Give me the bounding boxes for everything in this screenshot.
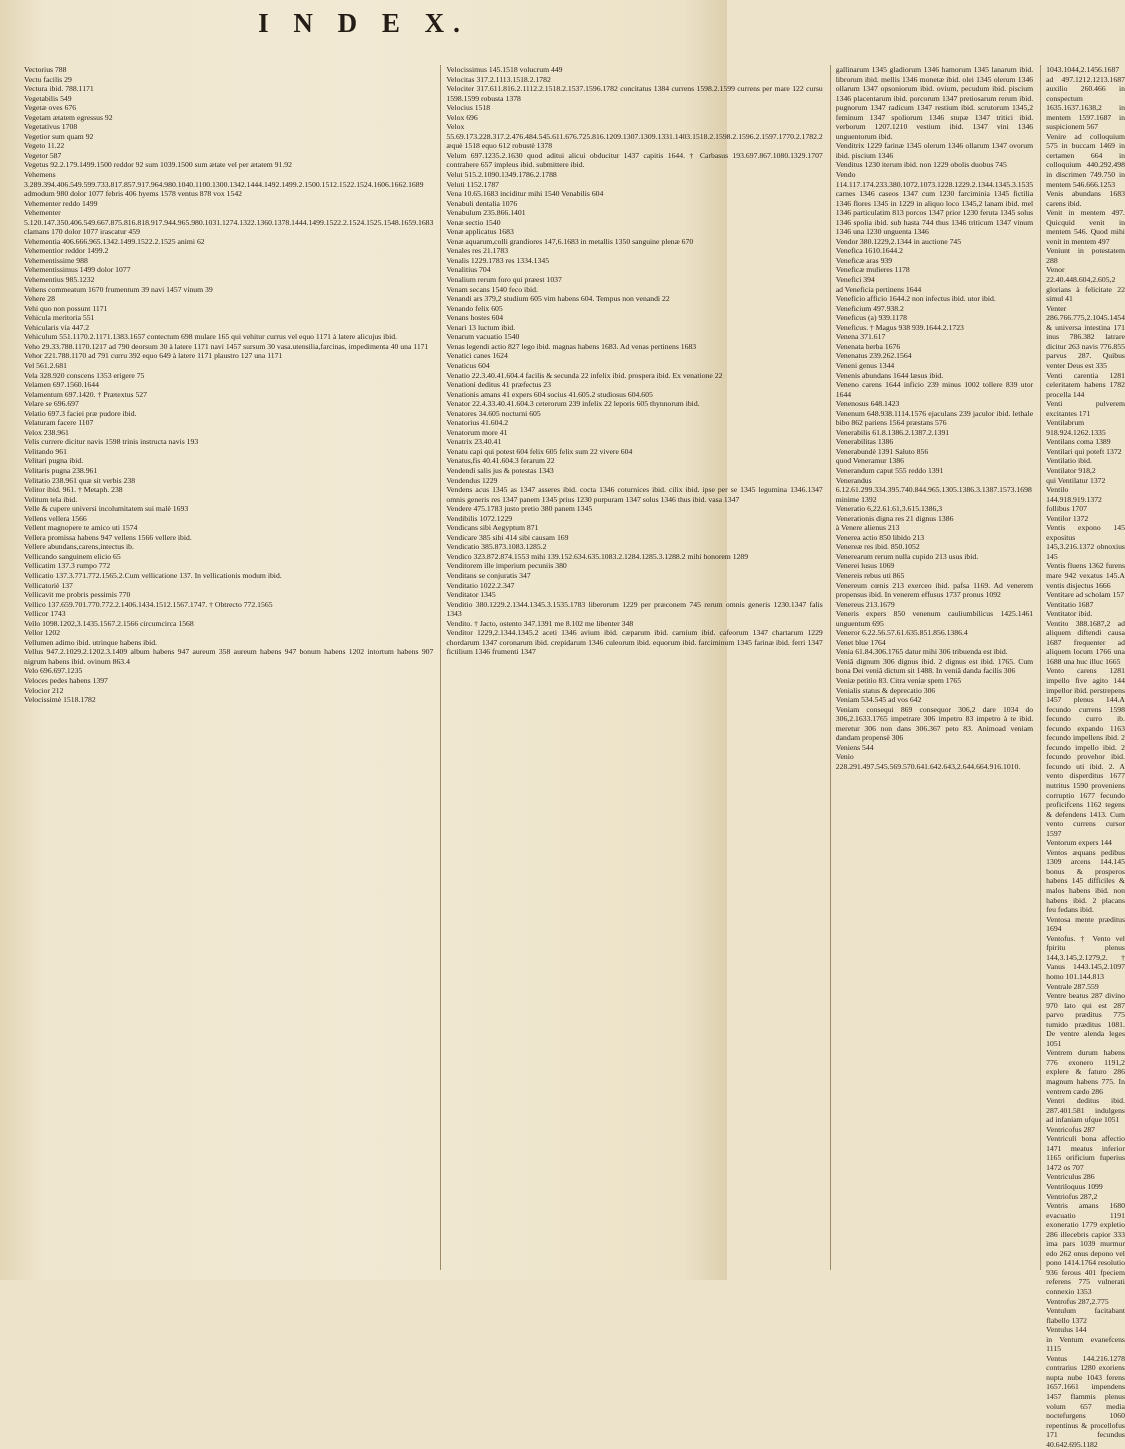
index-entry: Veniæ petitio 83. Citra veniæ spem 1765: [835, 676, 962, 685]
index-entry: Ventilans coma 1389: [1046, 437, 1111, 447]
index-entry: Venena 371.617: [835, 332, 886, 342]
index-entry: Velocissimè 1518.1782: [24, 695, 96, 705]
index-entry: Vegetativus 1708: [24, 122, 78, 132]
index-entry: Ventilo 144.918.919.1372 follibus 1707: [1046, 485, 1102, 514]
index-entry: Venerabilis 61.8.1386.2.1387.2.1391: [835, 427, 950, 437]
index-entry: Ventrem durum habens 776 exonero 1191,2 explere & faturo 286 magnum habens 775. In ventrem cædo 286: [1046, 1048, 1125, 1096]
index-entry: Velitari pugna ibid.: [24, 456, 84, 466]
index-entry: Ventilabrum 918.924.1262.1335: [1046, 418, 1106, 437]
index-entry: Ventri deditus ibid. 287.401.581 indulgens ad infaniam ufque 1051: [1046, 1096, 1125, 1125]
index-entry: Vectura ibid. 788.1171: [24, 84, 94, 94]
index-entry: Ventulum facitabant flabello 1372: [1046, 1306, 1125, 1325]
index-entry: Vendico 323.872.874.1553 mihi 139.152.634.635.1083.2.1284.1285.3.1288.2 mihi honorem 1289: [446, 551, 749, 561]
index-entry: Venarum vacuatio 1540: [446, 332, 520, 342]
index-entry: Venditrix 1229 farinæ 1345 olerum 1346 ollarum 1347 ovorum ibid. piscium 1346: [835, 141, 1034, 160]
index-entry: Veniens 544: [835, 742, 874, 752]
index-column-4: [1040, 65, 1125, 1449]
index-entry: Veneficio afficio 1644.2 non infectus ibid. utor ibid.: [835, 294, 996, 304]
index-entry: Veneficus. † Magus 938 939.1644.2.1723: [835, 322, 964, 332]
index-entry: Venæ sectio 1540: [446, 217, 501, 227]
index-entry: Veneficus (a) 939.1178: [835, 313, 907, 323]
index-entry: Venando felix 605: [446, 303, 503, 313]
index-entry: Velitando 961: [24, 446, 67, 456]
index-entry: Velox 55.69.173.228.317.2.476.484.545.611.676.725.816.1209.1307.1309.1331.1403.1518.2.1598.2.1596.2.1597.1770.2.1782.2 æquè 1518 equo 612 robustè 1378: [446, 122, 823, 151]
index-entry: Velocissimus 145.1518 volucrum 449: [446, 65, 563, 74]
index-entry: Ventrofus 287,2.775: [1046, 1296, 1109, 1306]
index-entry: Venditor 1229,2.1344.1345.2 aceti 1346 avium ibid. cæparum ibid. carnium ibid. cafeorum 1347 chartarum 1229 chordarum 1347 coronarum ibid. crepidarum 1346 culeorum ibid. equorum ibid. farciminum 1345 farinæ ibid. ferri 1347 fictilium 1346 frumenti 1347: [446, 628, 823, 657]
index-entry: Veho 29.33.788.1170.1217 ad 790 deorsum 30 à latere 1171 navi 1457 sursum 30 vasa.utensilia,farcinas, impedimenta 40 una 1171: [24, 341, 429, 351]
index-entry: Ventis expono 145 expositus 145,3.216.1372 obnoxius 145: [1046, 523, 1125, 561]
index-entry: Vellicatoriè 137: [24, 580, 73, 590]
index-entry: Veniam 534.545 ad vos 642: [835, 695, 922, 705]
index-entry: Veneris expers 850 venenum cauliumbilicus 1425.1461 unguentum 695: [835, 609, 1034, 628]
index-entry: Venationis amans 41 expers 604 socius 41.605.2 studiosus 604.605: [446, 389, 653, 399]
index-entry: Venit in mentem 497. Quicquid venit in mentem 546. Quod mihi venit in mentem 497: [1046, 208, 1125, 246]
index-entry: Velamentum 697.1420. † Prætextus 527: [24, 389, 147, 399]
index-entry: Venalium rerum foro qui præest 1037: [446, 275, 562, 285]
index-entry: Veneratio 6,22.61.61,3.615.1386,3: [835, 504, 943, 514]
index-entry: Venialis status & deprecatio 306: [835, 685, 936, 695]
index-entry: Veniâ dignum 306 dignus ibid. 2 dignus est ibid. 1765. Cum bona Dei veniâ dictum sit 1488. In veniâ danda facilis 306: [835, 656, 1034, 676]
index-entry: Veneror 6.22.56.57.61.635.851.856.1386.4: [835, 628, 968, 638]
index-entry: Vegeto 11.22: [24, 141, 65, 151]
index-entry: Vela 328.920 conscens 1353 erigere 75: [24, 370, 145, 380]
index-entry: Vendicare 385 sibi 414 sibi causam 169: [446, 532, 569, 542]
index-entry: Velox 238.961: [24, 427, 69, 437]
index-entry: Vellus 947.2.1029.2.1202.3.1409 album habens 947 aureum 358 aureum habens 947 bonum habens 1202 intortum habens 907 nigrum habens ibid. ovinum 863.4: [24, 647, 434, 666]
index-entry: Ventosa mente præditus 1694: [1046, 914, 1125, 934]
index-entry: Venerabilitas 1386: [835, 437, 894, 447]
index-entry: Venaticus 604: [446, 360, 490, 370]
index-entry: Vellicavit me probris pessimis 770: [24, 590, 131, 600]
index-entry: Vendendi salis jus & potestas 1343: [446, 465, 554, 475]
page-title: I N D E X.: [258, 8, 469, 38]
index-entry: Ventos æquans pedibus 1309 arcens 144.145 bonus & prosperos habens 145 difficiles & malos habens ibid. non habens ibid. 2 placans feu fedans ibid.: [1046, 847, 1125, 915]
index-entry: Ventus 144.216.1278 contrarius 1280 exoriens nupta nube 1043 ferens 1657.1661 impendens 1457 flammis plenus volum 657 media noctefurgens 1060 repentinus & procellofus 171 fecundus 40.642.695.1182: [1046, 1353, 1125, 1449]
index-entry: Ventorum expers 144: [1046, 838, 1112, 848]
index-entry: Vento carens 1281 impello five agito 144 impellor ibid. perstrepens 1457 plenus 144.A fecundo currens 1598 fecundo curro ib. fecundo expando 1163 fecundo impellens ibid. 2 fecundo impello ibid. 2 fecundo provehor ibid. fecundo uti ibid. 2. A vento disperditus 1677 nutritus 1590 proveniens corruptio 1677 fecundo proficifcens 1162 tegens & defendens 1413. Cum vento currens cursor 1597: [1046, 666, 1125, 838]
index-entry: Vehicula meritoria 551: [24, 313, 95, 323]
index-entry: Venti carentia 1281 celeritatem habens 1782 procella 144: [1046, 370, 1125, 399]
index-entry: Ventris amans 1680 evacuatio 1191 exoneratio 1779 expletio 286 illecebris capior 333 ima pars 1039 murmur edo 262 onus depono vel pono 1414.1764 resolutio 936 ferous 401 fpeciem referens 775 vulnerati connexio 1353: [1046, 1201, 1125, 1296]
index-entry: ad Veneficia pertinens 1644: [835, 284, 922, 294]
index-entry: Venerei lusus 1069: [835, 561, 895, 571]
index-entry: Vendicatio 385.873.1083.1285.2: [446, 542, 547, 552]
index-entry: Ventriculi bona affectio 1471 meatus inferior 1165 orificium fuperius 1472 os 707: [1046, 1134, 1125, 1172]
index-entry: Vehor 221.788.1170 ad 791 curru 392 equo 649 à latere 1171 plaustro 127 una 1171: [24, 351, 283, 361]
index-column-3: [830, 65, 1033, 1270]
index-entry: Venales res 21.1783: [446, 246, 509, 256]
index-entry: Vehere 28: [24, 294, 55, 304]
index-entry: Velare se 696.697: [24, 399, 79, 409]
index-entry: Venis abundans 1683 carens ibid.: [1046, 189, 1125, 208]
index-entry: Venandi ars 379,2 studium 605 vim habens 604. Tempus non venandi 22: [446, 294, 670, 304]
index-entry: Vectu facilis 29: [24, 74, 72, 84]
index-entry: Velamen 697.1560.1644: [24, 380, 99, 390]
index-entry: Vehementior reddor 1499.2: [24, 246, 109, 256]
index-entry: Venatu capi qui potest 604 felix 605 felix sum 22 vivere 604: [446, 446, 633, 456]
index-entry: Veneni genus 1344: [835, 360, 895, 370]
index-entry: Vendere 475.1783 justo pretio 380 panem 1345: [446, 504, 593, 514]
index-entry: gallinarum 1345 gladiorum 1346 hamorum 1345 lanarum ibid. librorum ibid. mellis 1346 monetæ ibid. olei 1345 olerum 1346 ollarum 1347 opsoniorum ibid. ovium, pecudum ibid. piscium 1346 placentarum ibid. porcorum 1347 pretiosarum rerum ibid. pugnorum 1347 radicum 1347 restium ibid. scrutorum 1345,2 feminum 1347 spoliorum 1346 stupæ 1347 tritici ibid. verborum 1207.1210 vestium ibid. 1347 vini 1346 unguentorum ibid.: [835, 65, 1034, 141]
index-entry: Ventilator 918,2: [1046, 465, 1096, 475]
index-entry: Venditatio 1022.2.347: [446, 580, 515, 590]
index-entry: Velo 696.697.1235: [24, 666, 83, 676]
index-entry: Velaturam facere 1107: [24, 418, 94, 428]
index-entry: Venereæ res ibid. 850.1052: [835, 542, 920, 552]
index-entry: Vegetior sum quam 92: [24, 131, 94, 141]
index-entry: Ventulus 144: [1046, 1325, 1087, 1335]
index-entry: Vello 1098.1202,3.1435.1567.2.1566 circumcirca 1568: [24, 618, 194, 628]
index-entry: Veniam consequi 869 consequor 306,2 dare 1034 do 306,2.1633.1765 impetrare 306 impetro 83 impetro à te ibid. meretur 306 non dans 306.367 peto 83. Animoad veniam dandam propensè 306: [835, 704, 1034, 743]
index-entry: Venerationis digna res 21 dignus 1386: [835, 513, 954, 523]
index-entry: Venalitius 704: [446, 265, 491, 275]
index-entry: Venerandus 6.12.61.299.334.395.740.844.965.1305.1386.3.1387.1573.1698 minime 1392: [835, 475, 1032, 504]
index-entry: Velatio 697.3 faciei præ pudore ibid.: [24, 408, 137, 418]
index-entry: Vendo 114.117.174.233.380.1072.1073.1228.1229.2.1344.1345.3.1535 carnes 1346 caseos 1347 cum 1230 farciminia 1345 fictilia 1346 flores 1345 in 1229 in aliquo loco 1345,2 lanam ibid. mel 1346 particulatim 813 porcos 1347 prior 1230 feruta 1345 solus 1346 spolia ibid. sub hasta 744 thus 1346 triticum 1347 vinum 1346 una 1230 unguenta 1346: [835, 170, 1034, 237]
index-entry: Vehementer reddo 1499: [24, 198, 98, 208]
index-entry: Ventilari qui poteft 1372: [1046, 446, 1122, 456]
index-entry: Venio 228.291.497.545.569.570.641.642.643,2.644.664.916.1010.: [835, 752, 1021, 771]
index-entry: Venereis rebus uti 865: [835, 570, 905, 580]
index-entry: Vehens commeatum 1670 frumentum 39 navi 1457 vinum 39: [24, 284, 213, 294]
index-entry: Velociter 317.611.816.2.1112.2.1518.2.1537.1596.1782 concitatus 1384 currens 1598.2.1599 currens per mare 122 cursu 1598.1599 robusta 1378: [446, 84, 823, 103]
index-entry: Vehementia 406.666.965.1342.1499.1522.2.1525 animi 62: [24, 236, 205, 246]
index-entry: Vellumen adimo ibid. utrinque habens ibid.: [24, 637, 158, 647]
index-entry: Venerabundè 1391 Saluto 856: [835, 446, 929, 456]
index-entry: Venatio 22.3.40.41.604.4 facilis & secunda 22 infelix ibid. prospera ibid. Ex venatione 22: [446, 370, 723, 380]
index-entry: Vellicatim 137.3 rumpo 772: [24, 561, 111, 571]
index-entry: Venans hostes 604: [446, 313, 504, 323]
index-entry: Vehementissimus 1499 dolor 1077: [24, 265, 131, 275]
index-entry: Venditus 1230 iterum ibid. non 1229 obolis duobus 745: [835, 160, 1007, 170]
index-entry: Veluti 1152.1787: [446, 179, 500, 189]
index-entry: Vendendus 1229: [446, 475, 498, 485]
index-entry: Venet blue 1764: [835, 637, 886, 647]
index-entry: Venatus,fis 40.41.604.3 ferarum 22: [446, 456, 555, 466]
index-entry: Vendor 380.1229,2.1344 in auctione 745: [835, 236, 962, 246]
index-entry: Ventitare ad scholam 157: [1046, 590, 1125, 600]
index-entry: Ventriloquus 1099: [1046, 1181, 1103, 1191]
index-entry: Veneficæ mulieres 1178: [835, 265, 910, 275]
index-entry: quod Veneramur 1386: [835, 456, 904, 466]
index-entry: Venditator 1345: [446, 590, 496, 600]
index-entry: Venabulum 235.866.1401: [446, 208, 526, 218]
index-entry: Venefici 394: [835, 275, 875, 285]
index-entry: Venator 22.4.33.40.41.604.3 ceterorum 239 infelix 22 leporis 605 thynnorum ibid.: [446, 399, 700, 409]
index-entry: Vena 10.65.1683 inciditur mihi 1540 Venabilis 604: [446, 189, 604, 199]
index-entry: Venerea actio 850 libido 213: [835, 532, 925, 542]
index-entry: Vehementissime 988: [24, 255, 88, 265]
index-entry: Vehiculum 551.1170.2.1171.1383.1657 contectum 698 mulare 165 qui vehitur currus vel equo 1171 à latere alicujus ibid.: [24, 332, 397, 342]
index-entry: Velle & cupere universi incolumitatem sui malè 1693: [24, 504, 189, 514]
index-entry: Venenatus 239.262.1564: [835, 351, 912, 361]
index-entry: Vehementius 985.1232: [24, 275, 95, 285]
index-entry: Vendito. † Jacto, ostento 347.1391 me 8.102 me libenter 348: [446, 618, 634, 628]
index-entry: Venatorum more 41: [446, 427, 508, 437]
index-entry: Velitaris pugna 238.961: [24, 465, 98, 475]
index-entry: Vendens acus 1345 as 1347 asseres ibid. cocta 1346 coturnices ibid. cilix ibid. ipse per se 1345 legumina 1346.1347 omnis generis res 1347 panem 1345 prius 1230 purpuram 1347 solus 1346 thus ibid. vasa 1347: [446, 485, 823, 504]
index-entry: Velox 696: [446, 112, 478, 122]
index-entry: Venenosus 648.1423: [835, 399, 900, 409]
index-entry: Ventitator ibid.: [1046, 609, 1093, 619]
index-entry: Velocius 1518: [446, 103, 491, 113]
index-entry: Ventrale 287.559: [1046, 981, 1099, 991]
index-entry: Vellor 1202: [24, 628, 61, 638]
index-entry: qui Ventilatur 1372: [1046, 475, 1106, 485]
index-entry: Vectorius 788: [24, 65, 67, 74]
index-entry: Vellicor 1743: [24, 609, 66, 619]
index-entry: Venatorius 41.604.2: [446, 418, 509, 428]
index-entry: Venefica 1610.1644.2: [835, 246, 904, 256]
index-entry: Venatores 34.605 nocturni 605: [446, 408, 541, 418]
index-entry: Venerearum rerum nulla cupido 213 usus ibid.: [835, 551, 979, 561]
index-entry: Ventriofus 287,2: [1046, 1191, 1098, 1201]
index-entry: Veneficæ aras 939: [835, 255, 893, 265]
index-entry: Venenum 648.938.1114.1576 ejaculans 239 jaculor ibid. lethale bibo 862 pariens 1564 præstans 576: [835, 408, 1034, 428]
index-entry: Venereus 213.1679: [835, 599, 895, 609]
index-entry: Venabuli dentalia 1076: [446, 198, 518, 208]
index-entry: Ventofus. † Vento vel fpiritu plenus 144,3.145,2.1279,2. † Vanus 1443.145,2.1097 homo 101.144.813: [1046, 933, 1125, 981]
index-entry: Venæ applicatus 1683: [446, 227, 514, 237]
index-entry: Venor 22.40.448.604,2.605,2 glorians à felicitate 22 simul 41: [1046, 265, 1125, 304]
index-entry: Vehemens 3.289.394.406.549.599.733.817.857.917.964.980.1040.1100.1300.1342.1444.1492.1499.2.1500.1512.1522.1524.1606.1662.1689 admodum 980 dolor 1077 febris 406 hyems 1578 ventus 878 vox 1542: [24, 170, 424, 199]
index-entry: Ventricofus 287: [1046, 1124, 1096, 1134]
index-entry: Venereum cœnis 213 exerceo ibid. pafsa 1169. Ad venerem propensus ibid. In venerem effusus 1737 pronus 1092: [835, 580, 1034, 600]
index-entry: Veneno carens 1644 inficio 239 minus 1002 tollere 839 utor 1644: [835, 380, 1034, 399]
index-entry: Venia 61.84.306.1765 datur mihi 306 tribuenda est ibid.: [835, 647, 1008, 657]
index-entry: Vendicans sibi Aegyptum 871: [446, 523, 539, 533]
index-entry: Ventre beatus 287 divino 970 lato qui est 287 parvo præditus 775 tumido præditus 1081. De ventre alenda leges 1051: [1046, 991, 1125, 1048]
index-entry: Ventis fluens 1362 furens mare 942 vexatus 145.A ventis disjectus 1666: [1046, 561, 1125, 590]
index-entry: Veniunt in potestatem 288: [1046, 246, 1125, 265]
index-entry: in Ventum evanefcens 1115: [1046, 1334, 1125, 1354]
index-entry: Ventito 388.1687,2 ad aliquem diftendi causa 1687 frequenter ad aliquem locum 1766 una 1688 una huc illuc 1665: [1046, 618, 1125, 666]
index-entry: Venas legendi actio 827 lego ibid. magnas habens 1683. Ad venas pertinens 1683: [446, 341, 697, 351]
index-entry: Venerandum caput 555 reddo 1391: [835, 465, 944, 475]
index-entry: Venditio 380.1229.2.1344.1345.3.1535.1783 liberorum 1229 per præconem 745 rerum omnis generis 1230.1347 falis 1343: [446, 599, 823, 619]
index-entry: Vegetæ oves 676: [24, 103, 77, 113]
index-entry: Vehi quo non possunt 1171: [24, 303, 108, 313]
index-entry: Venenis abundans 1644 læsus ibid.: [835, 370, 944, 380]
index-entry: Venenata herba 1676: [835, 341, 901, 351]
index-entry: Velocitas 317.2.1113.1518.2.1782: [446, 74, 551, 84]
index-entry: Ventilatio ibid.: [1046, 456, 1092, 466]
index-columns: [24, 65, 1125, 1449]
index-entry: Veloces pedes habens 1397: [24, 676, 108, 685]
index-entry: Vellent magnopere te amico uti 1574: [24, 523, 138, 533]
index-entry: à Venere alienus 213: [835, 523, 900, 533]
index-entry: Velis currere dicitur navis 1598 trinis instructa navis 193: [24, 437, 199, 447]
index-entry: Vegetus 92.2.179.1499.1500 reddor 92 sum 1039.1500 sum ætate vel per ætatem 91.92: [24, 160, 292, 170]
index-entry: Vendibilis 1072.1229: [446, 513, 513, 523]
index-entry: Vellere abundans,carens,intectus ib.: [24, 542, 134, 552]
index-entry: Velut 515.2.1090.1349.1786.2.1788: [446, 170, 557, 180]
index-entry: Vellicatio 137.3.771.772.1565.2.Cum vellicatione 137. In vellicationis modum ibid.: [24, 570, 282, 580]
index-entry: Venti pulverem excitantes 171: [1046, 399, 1125, 418]
index-entry: Vegetabilis 549: [24, 93, 72, 103]
index-column-2: [440, 65, 822, 1270]
index-entry: Venditans se conjuratis 347: [446, 570, 531, 580]
index-entry: Ventriculus 286: [1046, 1172, 1095, 1182]
index-entry: Vehementer 5.120.147.350.406.549.667.875.816.818.917.944.965.980.1031.1274.1322.1360.1378.1444.1499.1522.2.1524.1525.1548.1659.1683 clamans 170 dolor 1077 irascatur 459: [24, 208, 434, 237]
index-entry: Venatici canes 1624: [446, 351, 508, 361]
index-entry: Vel 561.2.681: [24, 360, 67, 370]
index-entry: Vellera promissa habens 947 vellens 1566 vellere ibid.: [24, 532, 192, 542]
index-entry: Ventitatio 1687: [1046, 599, 1094, 609]
index-entry: Velocior 212: [24, 685, 64, 695]
index-entry: Veneficium 497.938.2: [835, 303, 904, 313]
index-entry: Venditorem ille imperium pecuniis 380: [446, 561, 567, 571]
index-entry: Ventilor 1372: [1046, 513, 1089, 523]
index-entry: Venatrix 23.40.41: [446, 437, 502, 447]
index-entry: Velitum tela ibid.: [24, 494, 78, 504]
index-entry: Vegetam ætatem egressus 92: [24, 112, 113, 122]
index-entry: Vegetor 587: [24, 150, 62, 160]
index-entry: Venter 286.766.775,2.1045.1454 & universa intestina 171 inus 786.382 latrare dicitur 263 navis 776.855 parvus 287. Quibus venter Deus est 335: [1046, 303, 1125, 370]
index-entry: Vellicando sanguinem elicio 65: [24, 551, 121, 561]
index-entry: Venam secans 1540 feco ibid.: [446, 284, 538, 294]
index-entry: Velitatio 238.961 quæ sit verbis 238: [24, 475, 136, 485]
index-column-1: [24, 65, 433, 1270]
index-entry: Vellens vellera 1566: [24, 513, 87, 523]
index-entry: Vehicularis via 447.2: [24, 322, 90, 332]
index-entry: Venationi deditus 41 præfectus 23: [446, 380, 551, 390]
index-entry: Venæ aquarum,colli grandiores 147,6.1683 in metallis 1350 sanguine plenæ 670: [446, 236, 694, 246]
index-entry: Venire ad colloquium 575 in buccam 1469 in certamen 664 in colloquium 440.292.498 in discrimen 749.750 in mentem 546.666.1253: [1046, 131, 1125, 189]
index-entry: Vellico 137.659.701.770.772.2.1406.1434.1512.1567.1747. † Obtrecto 772.1565: [24, 599, 273, 609]
index-entry: Velum 697.1235.2.1630 quod aditui alicui obducitur 1437 capitis 1644. † Carbasus 193.697.867.1080.1329.1707 contrahere 657 impleus ibid. submittere ibid.: [446, 150, 823, 170]
index-entry: Venalis 1229.1783 res 1334.1345: [446, 255, 550, 265]
index-entry: Velitor ibid. 961. † Metaph. 238: [24, 485, 123, 495]
index-entry: Venari 13 luctum ibid.: [446, 322, 516, 332]
index-entry: 1043.1044,2.1456.1687 ad 497.1212.1213.1687 auxilio 260.466 in conspectum 1635.1637.1638,2 in mentem 1597.1687 in suspicionem 567: [1046, 65, 1125, 132]
